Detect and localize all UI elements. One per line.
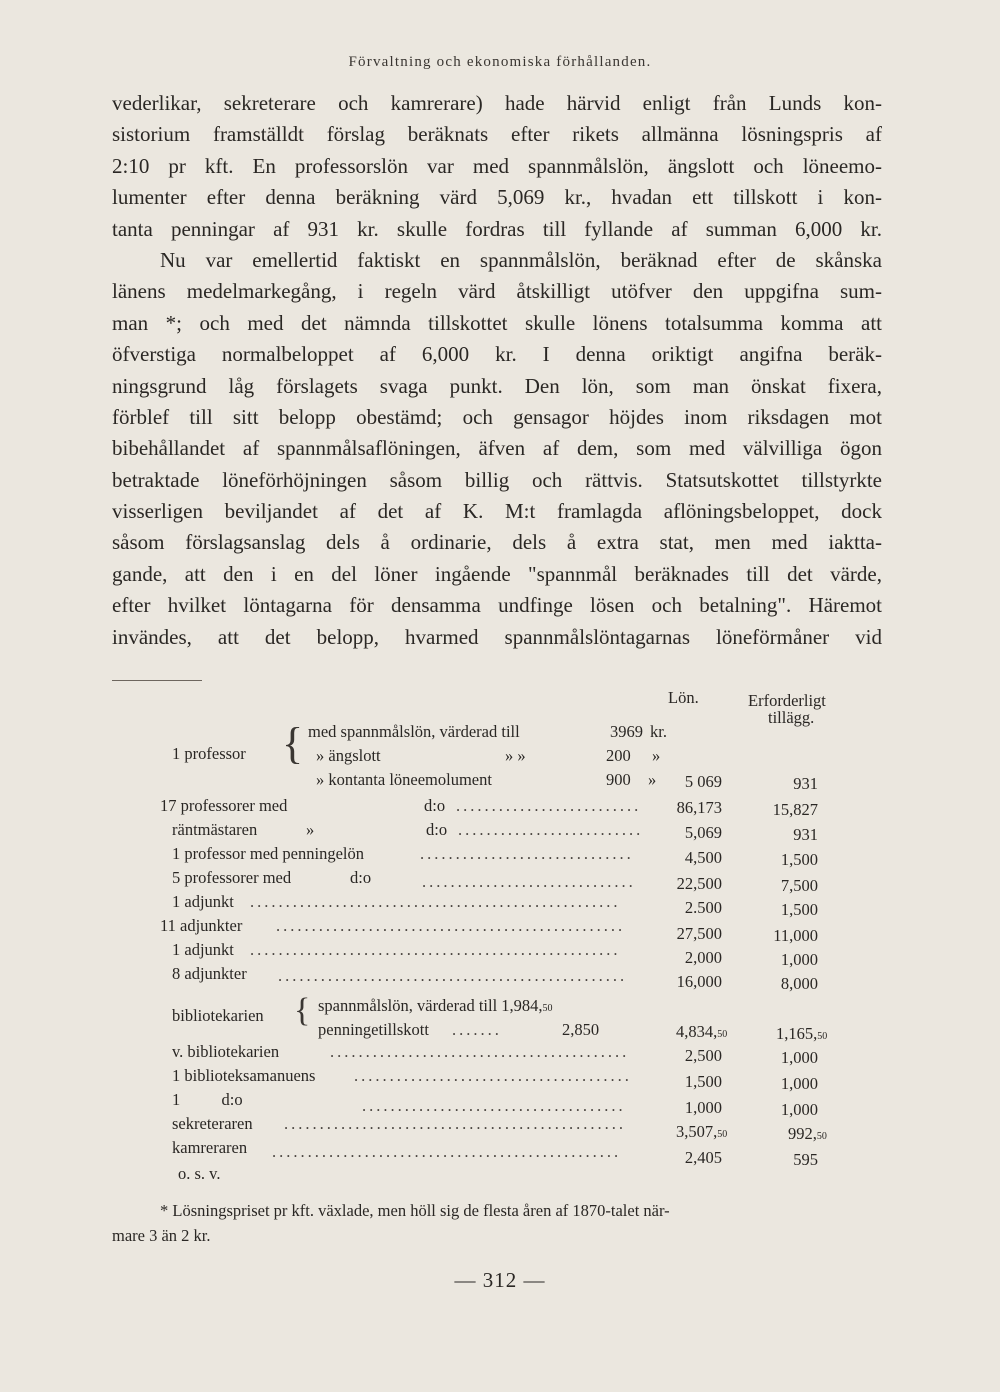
ditto-mark: » »: [505, 746, 526, 765]
text-line: betraktade löneförhöjningen såsom billig och rättvis. Statsutskottet tillstyrkte: [112, 467, 882, 492]
text-line: Nu var emellertid faktiskt en spannmålslön, beräknad efter de skånska: [160, 247, 882, 272]
leader-dots: .....................................: [362, 1096, 626, 1115]
row-label: 1 adjunkt: [172, 940, 234, 959]
brace: {: [282, 719, 304, 768]
row-mid: d:o: [424, 796, 446, 815]
lon-value-sub: 50: [717, 1029, 728, 1040]
leader-dots: .......................................: [354, 1066, 632, 1085]
text-line: 2:10 pr kft. En professorslön var med spannmålslön, ängslott och löneemo-: [112, 153, 882, 178]
tillagg-value: 1,000: [780, 1048, 818, 1067]
librarian-line-1-text: spannmålslön, värderad till 1,984,: [318, 996, 543, 1015]
row-label: 1 professor med penningelön: [172, 844, 364, 863]
leader-dots: ................................................: [284, 1114, 626, 1133]
row-label: bibliotekarien: [172, 1006, 264, 1025]
tillagg-value: 595: [793, 1150, 818, 1169]
sub-row-amount: 3969: [610, 722, 643, 741]
sub-row-amount: 900: [606, 770, 631, 789]
text-line: man *; och med det nämnda tillskottet skulle lönens totalsumma komma att: [112, 310, 882, 335]
row-label: 5 professorer med: [172, 868, 292, 887]
tillagg-value: 8,000: [780, 974, 818, 993]
tillagg-value-sub: 50: [816, 1131, 827, 1142]
lon-value-sub: 50: [717, 1129, 728, 1140]
row-label: kamreraren: [172, 1138, 248, 1157]
row-mid: d:o: [426, 820, 448, 839]
row-label: räntmästaren: [172, 820, 258, 839]
librarian-line-1: [318, 996, 553, 1016]
tillagg-value: 1,500: [780, 850, 818, 869]
footnote-line: mare 3 än 2 kr.: [112, 1226, 211, 1245]
tillagg-value: 7,500: [780, 876, 818, 895]
leader-dots: .................................................: [276, 916, 626, 935]
text-line: gande, att den i en del löner ingående "spannmål beräknades till det värde,: [112, 561, 882, 586]
leader-dots: .......: [452, 1020, 502, 1039]
row-label: 8 adjunkter: [172, 964, 247, 983]
lon-value: 2,500: [684, 1046, 722, 1065]
lon-value: 1,000: [684, 1098, 722, 1117]
lon-value: 2.500: [684, 898, 722, 917]
text-line: sistorium framställdt förslag beräknats efter rikets allmänna lösningspris af: [112, 122, 882, 147]
tillagg-value-main: 992,: [788, 1124, 817, 1143]
leader-dots: ..........................: [458, 820, 644, 839]
text-line: såsom förslagsanslag dels å ordinarie, dels å extra stat, men med iaktta-: [112, 530, 882, 555]
lon-value: 4,500: [684, 848, 722, 867]
sub-row-text: » ängslott: [316, 746, 381, 765]
footnote-line: * Lösningspriset pr kft. växlade, men höll sig de flesta åren af 1870-talet när-: [160, 1201, 670, 1220]
leader-dots: ..........................: [456, 796, 642, 815]
text-line: bibehållandet af spannmålsaflöningen, äfven af dem, som med välvilliga ögon: [112, 436, 882, 461]
tillagg-value: 11,000: [773, 926, 818, 945]
text-line: länens medelmarkegång, i regeln värd åtskilligt utöfver den uppgifna sum-: [112, 279, 882, 304]
lon-value: 22,500: [676, 874, 722, 893]
tillagg-value: 1,000: [780, 950, 818, 969]
row-label: 1 biblioteksamanuens: [172, 1066, 316, 1085]
lon-value: 16,000: [676, 972, 722, 991]
page-number: — 312 —: [454, 1268, 546, 1292]
librarian-amount: 2,850: [562, 1020, 600, 1039]
librarian-line-1-sub: 50: [542, 1003, 553, 1014]
tillagg-value: 15,827: [772, 800, 818, 819]
leader-dots: ....................................................: [250, 892, 621, 911]
footnote: [112, 1198, 882, 1248]
row-label: v. bibliotekarien: [172, 1042, 280, 1061]
tillagg-value: 931: [793, 825, 818, 844]
lon-value: 5,069: [684, 823, 722, 842]
sub-row-amount: 200: [606, 746, 631, 765]
tillagg-value: 1,000: [780, 1074, 818, 1093]
row-mid: d:o: [350, 868, 372, 887]
row-label: 1 professor: [172, 744, 246, 763]
tillagg-value: [788, 1124, 827, 1144]
ditto-mark: »: [306, 820, 315, 839]
tillagg-value: 931: [793, 774, 818, 793]
sub-row-unit: kr.: [650, 722, 667, 741]
leader-dots: ..............................: [420, 844, 634, 863]
text-line: lumenter efter denna beräkning värd 5,069 kr., hvadan ett tillskott i kon-: [112, 185, 882, 210]
text-line: efter hvilket löntagarna för densamma undfinge lösen och betalning". Häremot: [112, 593, 882, 618]
text-line: visserligen beviljandet af det af K. M:t framlagda aflöningsbeloppet, dock: [112, 499, 882, 524]
lon-value: 5 069: [684, 772, 722, 791]
text-line: ningsgrund låg förslagets svaga punkt. Den lön, som man önskat fixera,: [112, 373, 882, 398]
text-line: invändes, att det belopp, hvarmed spannmålslöntagarnas löneförmåner vid: [112, 624, 882, 649]
col-header-tillagg-2: tillägg.: [768, 708, 815, 727]
row-label: 17 professorer med: [160, 796, 288, 815]
brace: {: [294, 992, 311, 1029]
tillagg-value: [776, 1024, 827, 1044]
text-line: öfverstiga normalbeloppet af 6,000 kr. I denna oriktigt angifna beräk-: [112, 342, 882, 367]
lon-value: 2,000: [684, 948, 722, 967]
col-header-tillagg: Erforderligt: [748, 691, 826, 710]
row-label: 11 adjunkter: [160, 916, 243, 935]
leader-dots: .................................................: [278, 966, 628, 985]
row-label: 1 d:o: [172, 1090, 243, 1109]
tillagg-value: 1,500: [780, 900, 818, 919]
lon-value: [676, 1022, 727, 1042]
col-header-lon: Lön.: [668, 688, 699, 707]
lon-value: 1,500: [684, 1072, 722, 1091]
row-label: 1 adjunkt: [172, 892, 234, 911]
row-label: sekreteraren: [172, 1114, 253, 1133]
lon-value-main: 4,834,: [676, 1022, 718, 1041]
text-line: vederlikar, sekreterare och kamrerare) hade härvid enligt från Lunds kon-: [112, 91, 882, 115]
sub-row-text: » kontanta löneemolument: [316, 770, 492, 789]
leader-dots: ..........................................: [330, 1042, 630, 1061]
tillagg-value-main: 1,165,: [776, 1024, 818, 1043]
leader-dots: ..............................: [422, 872, 636, 891]
sub-row-unit: »: [652, 746, 661, 765]
lon-value: 27,500: [676, 924, 722, 943]
row-label-etc: o. s. v.: [178, 1164, 221, 1183]
sub-row-text: med spannmålslön, värderad till: [308, 722, 520, 741]
lon-value-main: 3,507,: [676, 1122, 718, 1141]
text-line: förblef till sitt belopp obestämd; och gensagor höjdes inom riksdagen mot: [112, 404, 882, 429]
librarian-line-2: penningetillskott: [318, 1020, 429, 1039]
sub-row-unit: »: [648, 770, 657, 789]
lon-value: 86,173: [676, 798, 722, 817]
tillagg-value: 1,000: [780, 1100, 818, 1119]
tillagg-value-sub: 50: [817, 1031, 828, 1042]
running-title: Förvaltning och ekonomiska förhållanden.: [348, 54, 652, 70]
leader-dots: ....................................................: [250, 940, 621, 959]
lon-value: 2,405: [684, 1148, 722, 1167]
lon-value: [676, 1122, 727, 1142]
text-line: tanta penningar af 931 kr. skulle fordras till fyllande af summan 6,000 kr.: [112, 216, 882, 241]
leader-dots: .................................................: [272, 1142, 622, 1161]
